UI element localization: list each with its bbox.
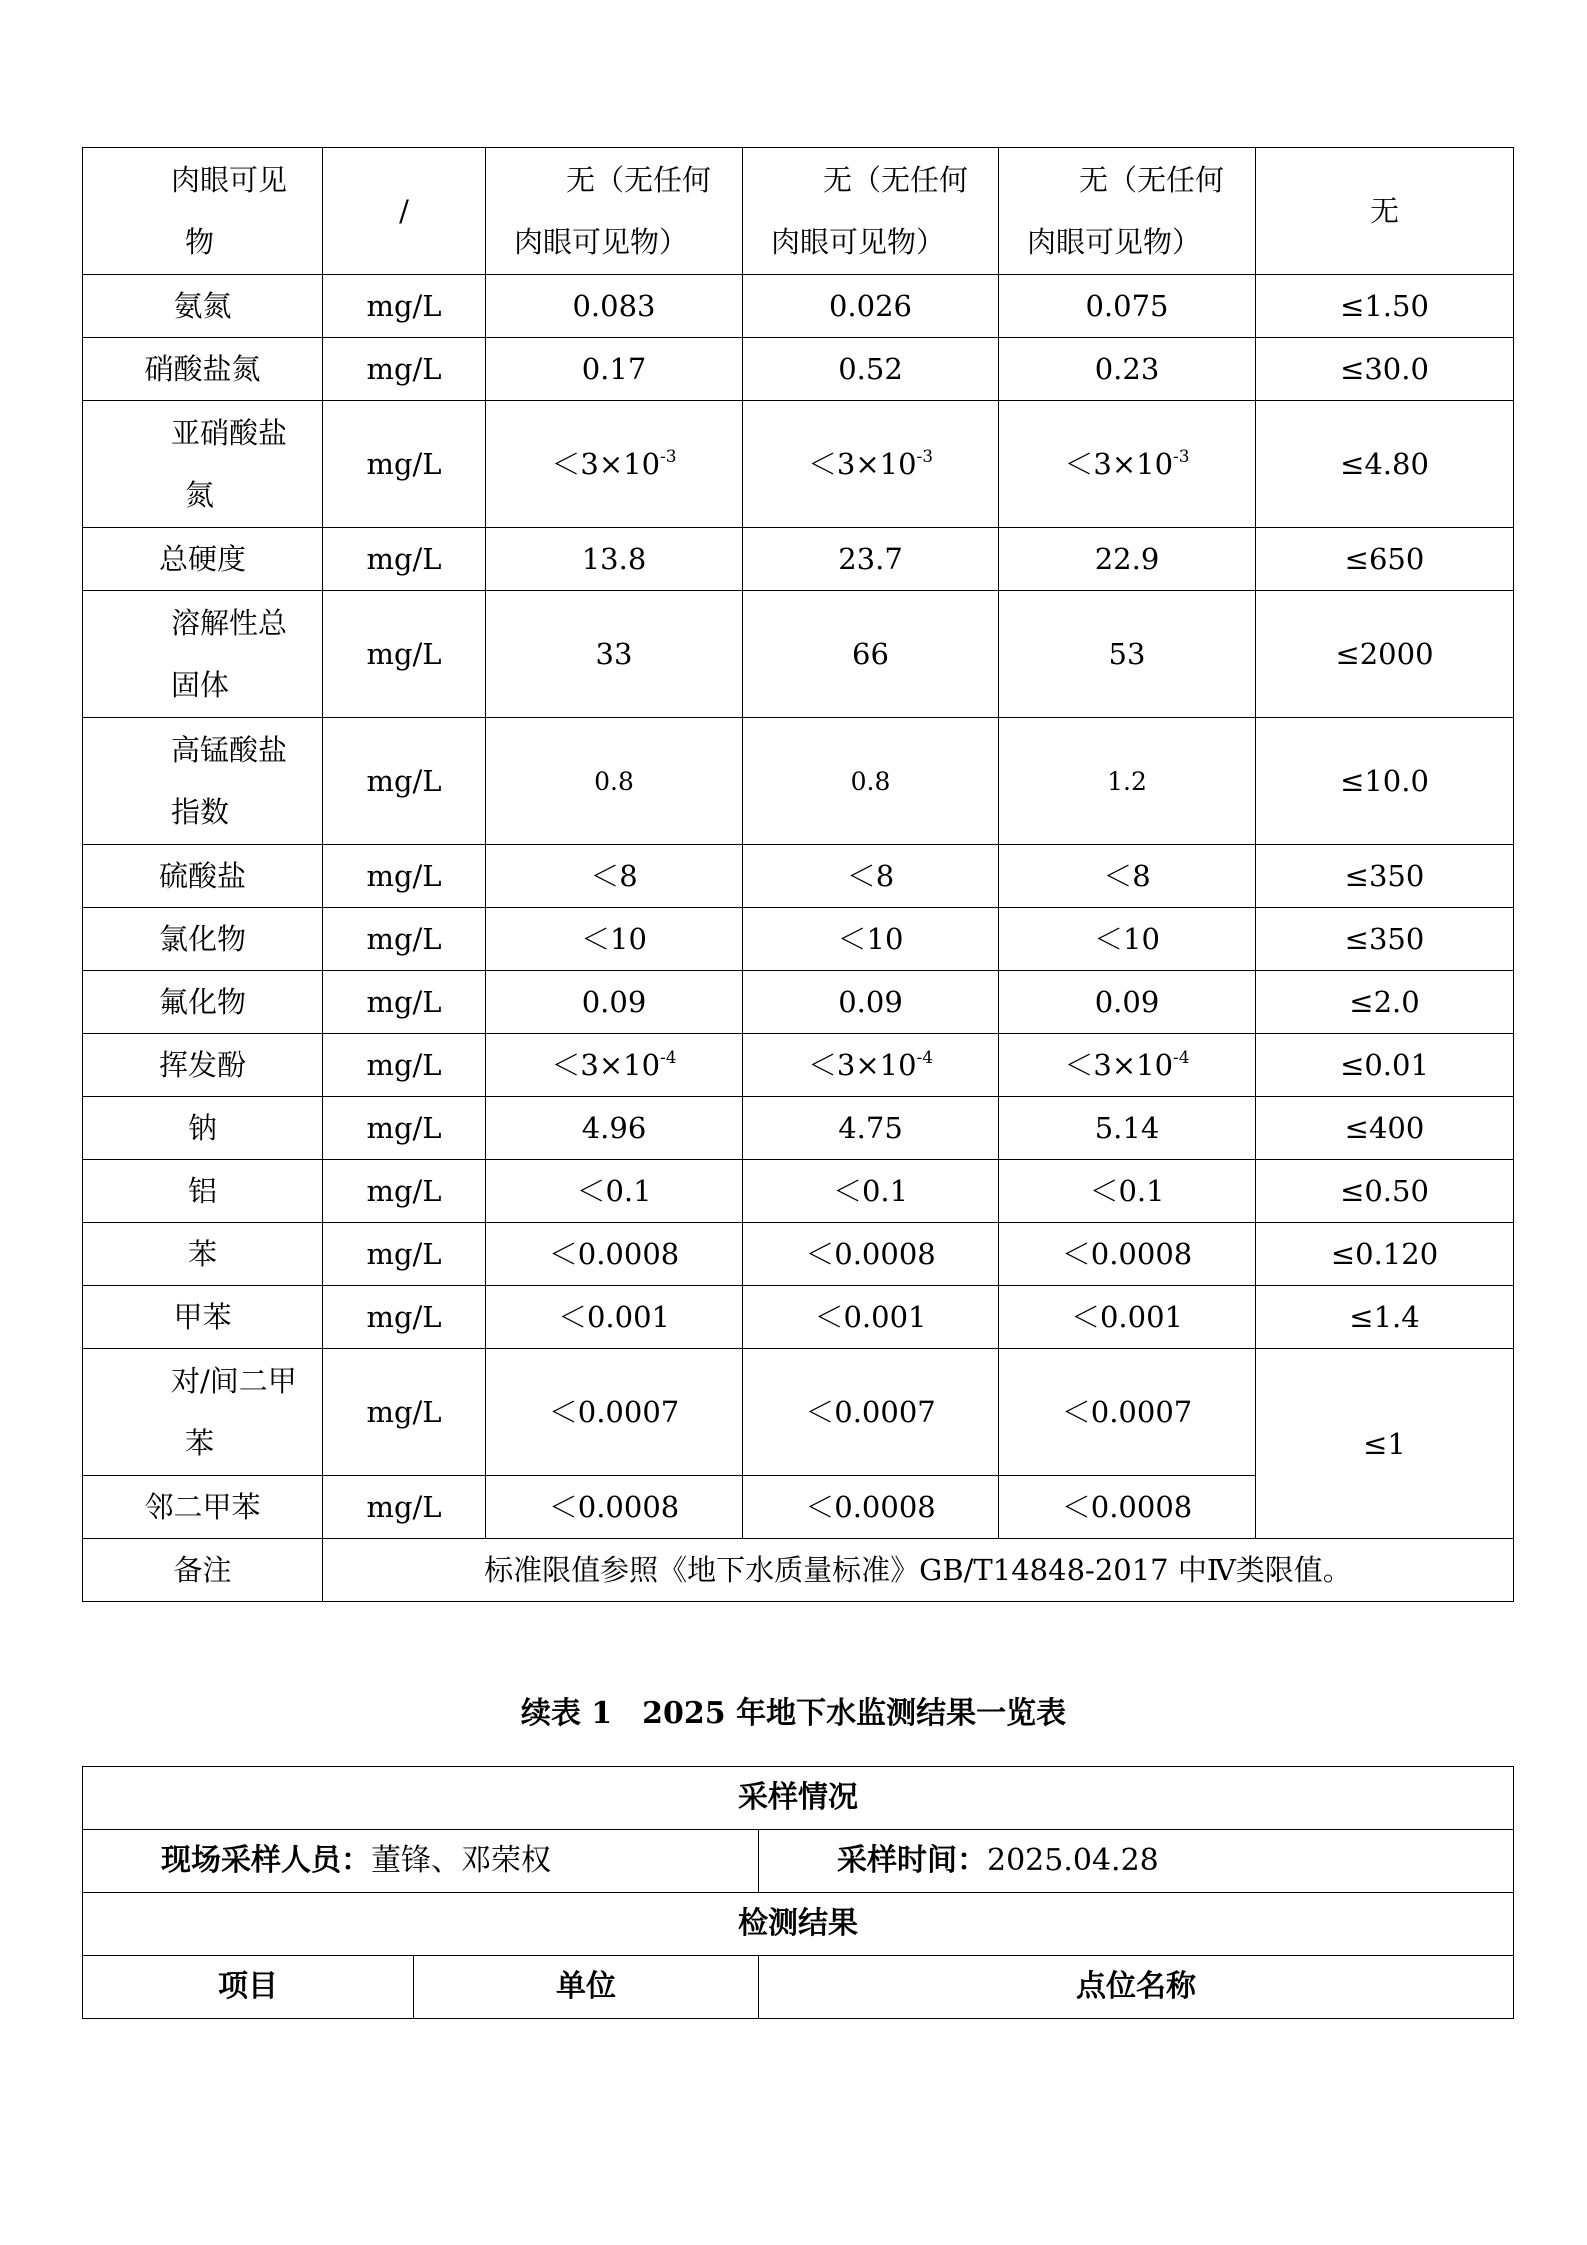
table-row — [83, 1349, 1514, 1476]
unit-cell: mg/L — [323, 1034, 486, 1097]
value-text: ＜0.0008 — [1061, 1490, 1193, 1524]
value-text: 0.09 — [1094, 985, 1160, 1019]
value-cell-v3 — [999, 528, 1256, 591]
value-cell-v3 — [999, 845, 1256, 908]
value-cell-v2 — [743, 971, 999, 1034]
col-header-point: 点位名称 — [759, 1956, 1514, 2019]
item-cell — [83, 148, 323, 275]
item-cell — [83, 1349, 323, 1476]
exponent: -3 — [1173, 447, 1190, 467]
table-row — [83, 1893, 1514, 1956]
limit-cell: ≤650 — [1256, 528, 1514, 591]
value-cell-v2 — [743, 528, 999, 591]
value-cell-v2 — [743, 401, 999, 528]
value-cell-v2 — [743, 845, 999, 908]
value-cell-v1 — [486, 1160, 743, 1223]
value-text: 0.075 — [1085, 289, 1169, 323]
value-text: 0.026 — [828, 289, 913, 323]
value-line: 肉眼可见物） — [1027, 225, 1202, 259]
value-text: 0.17 — [581, 352, 647, 386]
value-text: 5.14 — [1094, 1111, 1160, 1145]
item-label-line: 苯 — [185, 1426, 215, 1460]
value-text: ＜0.0008 — [548, 1237, 680, 1271]
value-line: 无（无任何 — [823, 163, 969, 197]
item-label-line: 亚硝酸盐 — [171, 416, 288, 450]
value-cell-v2 — [743, 1097, 999, 1160]
unit-cell: mg/L — [323, 971, 486, 1034]
value-text: 0.09 — [581, 985, 647, 1019]
value-text: 33 — [595, 637, 633, 671]
value-text: 13.8 — [581, 542, 647, 576]
unit-cell: mg/L — [323, 1286, 486, 1349]
unit-cell: mg/L — [323, 338, 486, 401]
unit-cell: mg/L — [323, 1349, 486, 1476]
limit-cell: ≤0.120 — [1256, 1223, 1514, 1286]
table-row — [83, 528, 1514, 591]
unit-cell: mg/L — [323, 591, 486, 718]
value-text: 23.7 — [838, 542, 903, 576]
sampling-header: 采样情况 — [83, 1767, 1514, 1830]
table-row — [83, 1097, 1514, 1160]
table-row — [83, 1956, 1514, 2019]
value-cell-v1 — [486, 1097, 743, 1160]
remark-row — [83, 1539, 1514, 1602]
value-text: ＜3×10 — [1064, 1048, 1174, 1082]
value-text: 22.9 — [1094, 542, 1160, 576]
value-cell-v3 — [999, 1097, 1256, 1160]
table-row — [83, 908, 1514, 971]
value-text: ＜0.0007 — [805, 1395, 936, 1429]
table-row — [83, 971, 1514, 1034]
item-label-line: 固体 — [171, 668, 230, 702]
value-text: ＜3×10 — [1064, 447, 1174, 481]
value-cell-v1 — [486, 718, 743, 845]
value-text: 0.8 — [594, 767, 634, 796]
value-cell-v3 — [999, 1349, 1256, 1476]
value-cell-v1 — [486, 971, 743, 1034]
item-label-line: 溶解性总 — [171, 606, 288, 640]
table-row — [83, 845, 1514, 908]
limit-cell: ≤350 — [1256, 908, 1514, 971]
value-text: ＜0.0008 — [805, 1490, 936, 1524]
limit-cell: ≤400 — [1256, 1097, 1514, 1160]
unit-cell: mg/L — [323, 908, 486, 971]
item-label-line: 挥发酚 — [158, 1048, 246, 1082]
value-cell-v1 — [486, 1286, 743, 1349]
item-label-line: 甲苯 — [173, 1300, 232, 1334]
unit-cell: mg/L — [323, 718, 486, 845]
item-label-line: 对/间二甲 — [171, 1364, 297, 1398]
limit-cell: ≤30.0 — [1256, 338, 1514, 401]
table-row — [83, 338, 1514, 401]
value-text: ＜0.001 — [814, 1300, 927, 1334]
value-text: 0.083 — [572, 289, 656, 323]
unit-cell: mg/L — [323, 401, 486, 528]
exponent: -4 — [916, 1048, 934, 1068]
value-text: ＜3×10 — [551, 1048, 661, 1082]
unit-cell: mg/L — [323, 845, 486, 908]
value-cell-v3 — [999, 718, 1256, 845]
limit-cell: ≤1.50 — [1256, 275, 1514, 338]
table-row — [83, 148, 1514, 275]
sampling-info-table — [82, 1766, 1514, 2019]
sample-time-value: 2025.04.28 — [987, 1843, 1159, 1878]
table-row — [83, 275, 1514, 338]
sample-time-label: 采样时间： — [837, 1843, 987, 1878]
value-text: 0.09 — [838, 985, 903, 1019]
item-label-line: 指数 — [171, 795, 230, 829]
value-text: ＜10 — [1094, 922, 1160, 956]
table-row — [83, 1034, 1514, 1097]
item-label-line: 苯 — [187, 1237, 217, 1271]
col-header-unit: 单位 — [414, 1956, 759, 2019]
value-cell-v1 — [486, 275, 743, 338]
limit-cell: ≤4.80 — [1256, 401, 1514, 528]
value-text: ＜3×10 — [807, 447, 917, 481]
value-cell-v2 — [743, 148, 999, 275]
unit-cell: mg/L — [323, 528, 486, 591]
limit-cell: ≤1 — [1256, 1349, 1514, 1539]
item-label-line: 钠 — [187, 1111, 217, 1145]
col-header-item: 项目 — [83, 1956, 414, 2019]
exponent: -4 — [1173, 1048, 1190, 1068]
value-text: 0.23 — [1094, 352, 1160, 386]
table-title: 续表 1 2025 年地下水监测结果一览表 — [520, 1696, 1067, 1731]
value-text: ＜0.1 — [832, 1174, 909, 1208]
exponent: -3 — [660, 447, 677, 467]
value-text: ＜0.0008 — [1061, 1237, 1193, 1271]
value-text: ＜8 — [590, 859, 638, 893]
value-text: ＜10 — [837, 922, 904, 956]
value-text: 53 — [1108, 637, 1146, 671]
value-text: 0.8 — [850, 767, 891, 796]
value-text: ＜3×10 — [551, 447, 661, 481]
limit-cell: ≤2.0 — [1256, 971, 1514, 1034]
value-text: ＜8 — [1103, 859, 1151, 893]
value-cell-v1 — [486, 908, 743, 971]
value-cell-v3 — [999, 1223, 1256, 1286]
sample-time-cell — [759, 1830, 1514, 1893]
table-row — [83, 591, 1514, 718]
value-cell-v3 — [999, 971, 1256, 1034]
value-cell-v2 — [743, 1223, 999, 1286]
value-text: 66 — [852, 637, 889, 671]
item-label-line: 物 — [185, 225, 215, 259]
item-label-line: 总硬度 — [158, 542, 246, 576]
groundwater-results-table — [82, 147, 1514, 1602]
value-cell-v2 — [743, 1349, 999, 1476]
value-cell-v1 — [486, 1223, 743, 1286]
sampler-cell — [83, 1830, 759, 1893]
value-line: 无（无任何 — [1079, 163, 1225, 197]
exponent: -4 — [660, 1048, 677, 1068]
value-cell-v3 — [999, 591, 1256, 718]
item-cell — [83, 591, 323, 718]
item-cell — [83, 845, 323, 908]
value-cell-v1 — [486, 591, 743, 718]
item-cell — [83, 338, 323, 401]
item-cell — [83, 908, 323, 971]
limit-cell: ≤2000 — [1256, 591, 1514, 718]
value-cell-v3 — [999, 1476, 1256, 1539]
unit-cell: mg/L — [323, 1160, 486, 1223]
results-header: 检测结果 — [83, 1893, 1514, 1956]
unit-cell: mg/L — [323, 1223, 486, 1286]
item-cell — [83, 275, 323, 338]
value-cell-v2 — [743, 338, 999, 401]
value-text: 0.52 — [838, 352, 903, 386]
value-cell-v1 — [486, 1349, 743, 1476]
item-cell — [83, 1097, 323, 1160]
limit-cell: ≤0.01 — [1256, 1034, 1514, 1097]
table-row — [83, 401, 1514, 528]
value-cell-v3 — [999, 275, 1256, 338]
exponent: -3 — [916, 447, 934, 467]
table-row — [83, 1223, 1514, 1286]
limit-cell: ≤10.0 — [1256, 718, 1514, 845]
value-cell-v3 — [999, 401, 1256, 528]
item-label-line: 邻二甲苯 — [144, 1490, 261, 1524]
item-label-line: 氯化物 — [158, 922, 246, 956]
item-cell — [83, 1286, 323, 1349]
value-text: ＜10 — [581, 922, 647, 956]
value-line: 无（无任何 — [566, 163, 712, 197]
value-text: ＜0.0007 — [1061, 1395, 1193, 1429]
value-text: ＜0.1 — [1089, 1174, 1165, 1208]
value-text: ＜0.0008 — [548, 1490, 680, 1524]
table-row — [83, 1767, 1514, 1830]
value-line: 肉眼可见物） — [771, 225, 946, 259]
limit-cell: ≤350 — [1256, 845, 1514, 908]
item-cell — [83, 1476, 323, 1539]
value-text: 1.2 — [1107, 767, 1147, 796]
item-cell — [83, 971, 323, 1034]
value-text: 4.75 — [838, 1111, 903, 1145]
value-cell-v3 — [999, 908, 1256, 971]
value-text: ＜0.001 — [557, 1300, 671, 1334]
table-row — [83, 718, 1514, 845]
value-cell-v2 — [743, 591, 999, 718]
item-cell — [83, 1034, 323, 1097]
value-cell-v3 — [999, 1160, 1256, 1223]
value-cell-v1 — [486, 1034, 743, 1097]
limit-cell: ≤0.50 — [1256, 1160, 1514, 1223]
value-line: 肉眼可见物） — [514, 225, 689, 259]
value-text: ＜3×10 — [807, 1048, 917, 1082]
value-cell-v3 — [999, 338, 1256, 401]
unit-cell: mg/L — [323, 1476, 486, 1539]
item-label-line: 高锰酸盐 — [171, 733, 288, 767]
item-label-line: 硝酸盐氮 — [144, 352, 261, 386]
sampler-value: 董锋、邓荣权 — [371, 1843, 551, 1878]
sampler-label: 现场采样人员： — [161, 1843, 371, 1878]
item-label-line: 氨氮 — [173, 289, 232, 323]
value-cell-v1 — [486, 148, 743, 275]
value-cell-v1 — [486, 338, 743, 401]
value-cell-v1 — [486, 1476, 743, 1539]
value-cell-v1 — [486, 528, 743, 591]
item-label-line: 肉眼可见 — [171, 163, 288, 197]
value-cell-v2 — [743, 718, 999, 845]
item-cell — [83, 528, 323, 591]
value-cell-v1 — [486, 401, 743, 528]
item-label-line: 铝 — [187, 1174, 217, 1208]
item-label-line: 氮 — [185, 478, 215, 512]
remark-label: 备注 — [83, 1539, 323, 1602]
value-cell-v1 — [486, 845, 743, 908]
item-label-line: 氟化物 — [158, 985, 246, 1019]
value-cell-v3 — [999, 148, 1256, 275]
remark-text: 标准限值参照《地下水质量标准》GB/T14848-2017 中Ⅳ类限值。 — [323, 1539, 1514, 1602]
unit-cell: / — [323, 148, 486, 275]
limit-cell: 无 — [1256, 148, 1514, 275]
value-cell-v2 — [743, 1476, 999, 1539]
value-cell-v2 — [743, 1286, 999, 1349]
value-text: ＜0.001 — [1070, 1300, 1184, 1334]
value-cell-v2 — [743, 1160, 999, 1223]
unit-cell: mg/L — [323, 275, 486, 338]
table-row — [83, 1830, 1514, 1893]
value-text: ＜0.1 — [576, 1174, 652, 1208]
value-text: ＜8 — [846, 859, 895, 893]
table-row — [83, 1160, 1514, 1223]
value-cell-v2 — [743, 275, 999, 338]
value-cell-v2 — [743, 1034, 999, 1097]
value-cell-v2 — [743, 908, 999, 971]
item-cell — [83, 1160, 323, 1223]
value-cell-v3 — [999, 1034, 1256, 1097]
value-text: 4.96 — [581, 1111, 647, 1145]
item-cell — [83, 1223, 323, 1286]
item-label-line: 硫酸盐 — [158, 859, 246, 893]
item-cell — [83, 401, 323, 528]
value-text: ＜0.0007 — [548, 1395, 680, 1429]
unit-cell: mg/L — [323, 1097, 486, 1160]
item-cell — [83, 718, 323, 845]
value-cell-v3 — [999, 1286, 1256, 1349]
value-text: ＜0.0008 — [805, 1237, 936, 1271]
table-row — [83, 1286, 1514, 1349]
limit-cell: ≤1.4 — [1256, 1286, 1514, 1349]
